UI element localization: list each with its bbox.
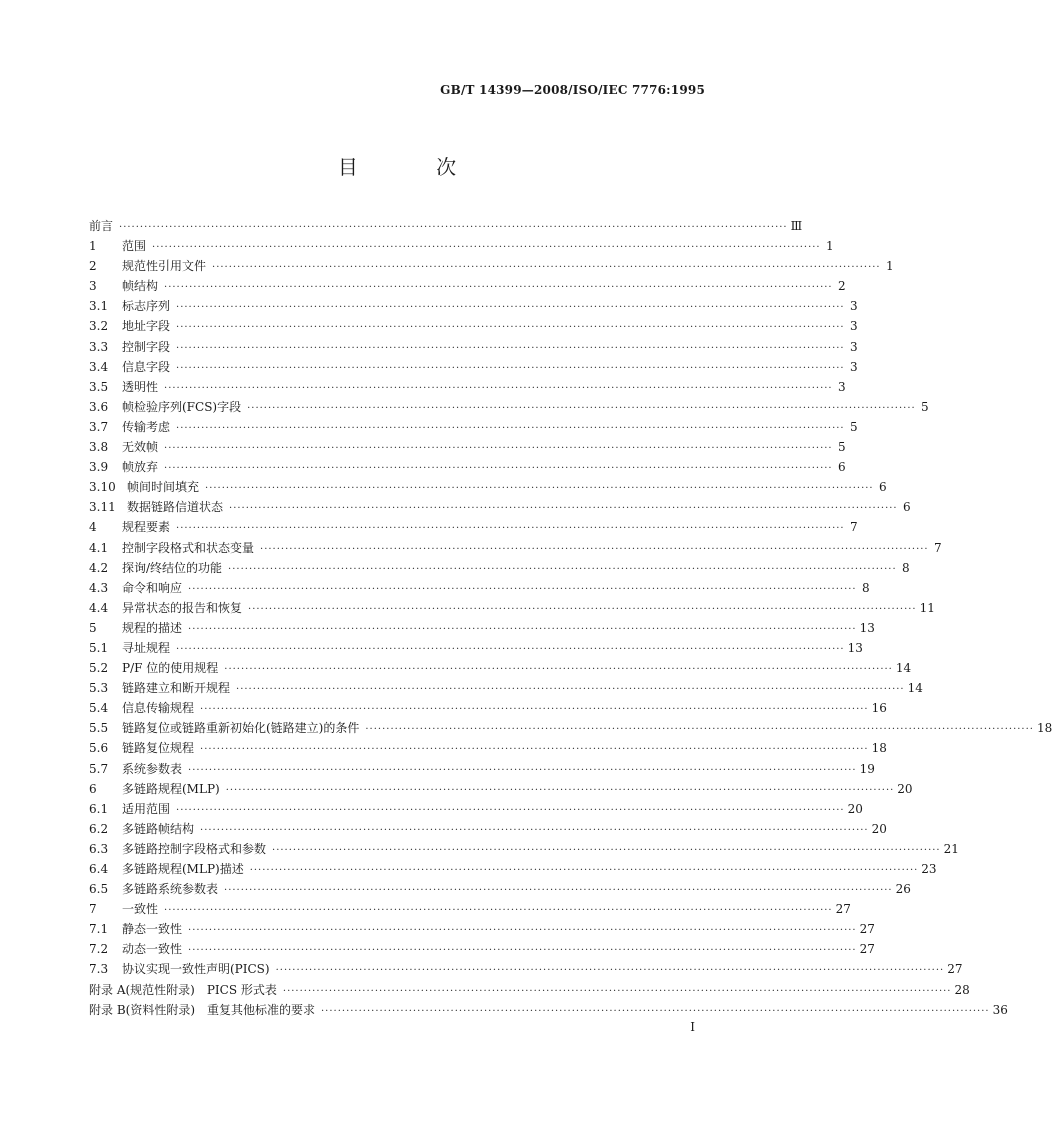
toc-entry-number: 6 bbox=[89, 781, 97, 796]
dot-leader bbox=[176, 519, 845, 539]
toc-entry-title: 规范性引用文件 bbox=[122, 259, 207, 274]
toc-entry-page: 8 bbox=[861, 580, 870, 595]
toc-entry-title: 多链路规程(MLP)描述 bbox=[122, 862, 244, 876]
toc-entry-number: 1 bbox=[89, 239, 97, 254]
dot-leader bbox=[119, 218, 788, 238]
toc-entry-page: 3 bbox=[837, 379, 846, 394]
toc-entry-number: 3.11 bbox=[89, 500, 116, 515]
toc-entry-page: 18 bbox=[871, 741, 887, 756]
toc-entry-title: 命令和响应 bbox=[122, 580, 183, 595]
toc-entry[interactable] bbox=[89, 759, 875, 779]
toc-entry-page: 6 bbox=[878, 480, 887, 495]
toc-entry-title: 静态一致性 bbox=[122, 922, 183, 937]
toc-entry-title: 前言 bbox=[89, 219, 114, 233]
toc-entry-number: 3 bbox=[89, 279, 97, 294]
toc-entry[interactable] bbox=[89, 276, 846, 296]
toc-entry-title: 多链路控制字段格式和参数 bbox=[122, 841, 267, 856]
dot-leader bbox=[176, 640, 845, 660]
dot-leader bbox=[248, 600, 917, 620]
toc-entry-number: 6.1 bbox=[89, 801, 109, 816]
toc-entry-number: 6.3 bbox=[89, 841, 109, 856]
toc-entry-title: 地址字段 bbox=[122, 319, 171, 334]
toc-entry-page: 13 bbox=[859, 620, 875, 635]
dot-leader bbox=[276, 961, 945, 981]
toc-entry[interactable] bbox=[89, 819, 887, 839]
toc-entry-title: 规程要素 bbox=[122, 520, 171, 535]
toc-entry[interactable] bbox=[89, 839, 959, 859]
toc-entry[interactable] bbox=[89, 638, 863, 658]
dot-leader bbox=[205, 479, 874, 499]
toc-entry[interactable] bbox=[89, 598, 935, 618]
toc-entry-number: 6.5 bbox=[89, 882, 109, 897]
toc-entry-number: 5.4 bbox=[89, 701, 109, 716]
toc-entry-number: 4.4 bbox=[89, 600, 109, 615]
toc-entry-page: 18 bbox=[1036, 721, 1052, 736]
dot-leader bbox=[200, 740, 869, 760]
dot-leader bbox=[164, 278, 833, 298]
dot-leader bbox=[250, 861, 919, 881]
toc-entry-number: 5 bbox=[89, 620, 97, 635]
toc-entry-title: 多链路系统参数表 bbox=[122, 882, 219, 897]
toc-entry-page: 3 bbox=[849, 359, 858, 374]
toc-entry-title: 控制字段格式和状态变量 bbox=[122, 540, 255, 555]
toc-entry-page: 26 bbox=[895, 882, 911, 897]
toc-entry-page: 27 bbox=[947, 962, 963, 977]
toc-entry[interactable] bbox=[89, 738, 887, 758]
toc-entry[interactable] bbox=[89, 980, 970, 1000]
toc-entry-title: 附录 B(资料性附录) 重复其他标准的要求 bbox=[89, 1002, 315, 1017]
toc-entry[interactable] bbox=[89, 919, 875, 939]
toc-entry[interactable] bbox=[89, 558, 910, 578]
toc-entry-page: 21 bbox=[943, 841, 959, 856]
dot-leader bbox=[321, 1002, 990, 1022]
dot-leader bbox=[176, 298, 845, 318]
toc-entry-page: 27 bbox=[835, 902, 851, 917]
toc-entry-page: 14 bbox=[895, 661, 912, 676]
toc-entry-number: 4 bbox=[89, 520, 97, 535]
toc-entry-page: 27 bbox=[859, 942, 875, 957]
toc-entry-title: 帧结构 bbox=[122, 279, 159, 294]
toc-entry-title: 链路复位或链路重新初始化(链路建立)的条件 bbox=[122, 721, 360, 736]
toc-entry-title: 规程的描述 bbox=[122, 620, 183, 635]
dot-leader bbox=[164, 439, 833, 459]
toc-entry-title: 控制字段 bbox=[122, 339, 171, 354]
toc-entry[interactable] bbox=[89, 457, 846, 477]
toc-entry-title: 帧放弃 bbox=[122, 460, 159, 475]
toc-entry[interactable] bbox=[89, 658, 912, 678]
toc-entry-page: 27 bbox=[859, 922, 875, 937]
toc-entry-number: 3.2 bbox=[89, 319, 109, 334]
toc-entry[interactable] bbox=[89, 216, 803, 236]
toc-entry-number: 7.1 bbox=[89, 922, 109, 937]
toc-entry-title: 异常状态的报告和恢复 bbox=[122, 600, 243, 615]
toc-entry[interactable] bbox=[89, 678, 923, 698]
dot-leader bbox=[200, 821, 869, 841]
dot-leader bbox=[188, 941, 857, 961]
dot-leader bbox=[164, 901, 833, 921]
toc-entry-title: 寻址规程 bbox=[122, 640, 171, 655]
toc-entry-number: 4.2 bbox=[89, 560, 109, 575]
toc-entry-number: 4.1 bbox=[89, 540, 109, 555]
dot-leader bbox=[176, 359, 845, 379]
toc-entry-page: 11 bbox=[919, 600, 935, 615]
toc-entry-number: 7.2 bbox=[89, 942, 109, 957]
toc-entry-page: 6 bbox=[837, 460, 846, 475]
toc-entry[interactable] bbox=[89, 698, 887, 718]
toc-entry-number: 3.6 bbox=[89, 399, 109, 414]
dot-leader bbox=[200, 700, 869, 720]
toc-entry-number: 5.1 bbox=[89, 640, 109, 655]
toc-entry[interactable] bbox=[89, 316, 858, 336]
dot-leader bbox=[224, 660, 893, 680]
page-title: 目 次 bbox=[337, 155, 493, 179]
toc-entry[interactable] bbox=[89, 618, 875, 638]
toc-entry-number: 7.3 bbox=[89, 962, 109, 977]
toc-entry[interactable] bbox=[89, 718, 1052, 738]
dot-leader bbox=[226, 781, 895, 801]
toc-entry-title: 多链路帧结构 bbox=[122, 821, 195, 836]
toc-entry-page: 5 bbox=[921, 399, 929, 414]
toc-entry-title: 附录 A(规范性附录) PICS 形式表 bbox=[89, 982, 277, 997]
toc-entry-number: 3.8 bbox=[89, 440, 109, 455]
toc-entry-title: 链路复位规程 bbox=[122, 741, 195, 756]
toc-entry[interactable] bbox=[89, 337, 858, 357]
toc-entry-title: 帧间时间填充 bbox=[127, 480, 200, 495]
toc-entry-number: 3.4 bbox=[89, 359, 109, 374]
toc-entry-number: 3.3 bbox=[89, 339, 109, 354]
toc-entry-page: 13 bbox=[847, 640, 863, 655]
toc-entry[interactable] bbox=[89, 256, 894, 276]
toc-entry[interactable] bbox=[89, 377, 846, 397]
toc-entry-title: 链路建立和断开规程 bbox=[122, 681, 231, 696]
toc-entry-number: 2 bbox=[89, 259, 97, 274]
toc-entry-page: 16 bbox=[871, 701, 887, 716]
toc-entry-page: 20 bbox=[897, 781, 913, 796]
standard-code: GB/T 14399—2008/ISO/IEC 7776:1995 bbox=[440, 83, 705, 97]
toc-entry-title: 探询/终结位的功能 bbox=[122, 560, 223, 575]
dot-leader bbox=[236, 680, 905, 700]
toc-entry[interactable] bbox=[89, 497, 911, 517]
toc-entry-title: 适用范围 bbox=[122, 801, 171, 816]
toc-entry-title: 一致性 bbox=[122, 902, 159, 917]
toc-entry[interactable] bbox=[89, 397, 929, 417]
dot-leader bbox=[283, 982, 952, 1002]
dot-leader bbox=[188, 580, 857, 600]
toc-entry[interactable] bbox=[89, 779, 913, 799]
toc-entry[interactable] bbox=[89, 879, 911, 899]
dot-leader bbox=[164, 459, 833, 479]
dot-leader bbox=[152, 238, 821, 258]
toc-entry-number: 3.1 bbox=[89, 299, 109, 314]
toc-entry-page: 3 bbox=[849, 339, 858, 354]
toc-entry-page: 28 bbox=[954, 982, 970, 997]
toc-entry-page: 36 bbox=[992, 1002, 1008, 1017]
toc-entry[interactable] bbox=[89, 959, 963, 979]
dot-leader bbox=[212, 258, 881, 278]
toc-entry-page: 5 bbox=[849, 419, 858, 434]
toc-entry-title: P/F 位的使用规程 bbox=[122, 661, 219, 676]
dot-leader bbox=[365, 720, 1034, 740]
toc-entry-page: 7 bbox=[933, 540, 942, 555]
page-number: I bbox=[690, 1020, 695, 1034]
toc-entry-title: 多链路规程(MLP) bbox=[122, 781, 220, 796]
toc-entry-number: 3.7 bbox=[89, 419, 109, 434]
toc-entry-page: 2 bbox=[837, 279, 846, 294]
toc-entry-page: 23 bbox=[921, 862, 937, 876]
toc-entry-title: 帧检验序列(FCS)字段 bbox=[122, 399, 242, 414]
toc-entry-title: 信息传输规程 bbox=[122, 701, 195, 716]
toc-entry[interactable] bbox=[89, 296, 858, 316]
toc-entry[interactable] bbox=[89, 899, 851, 919]
toc-entry-number: 5.6 bbox=[89, 741, 109, 756]
toc-entry-page: 5 bbox=[837, 440, 846, 455]
toc-entry-number: 6.2 bbox=[89, 821, 109, 836]
dot-leader bbox=[188, 761, 857, 781]
toc-entry-page: 1 bbox=[825, 239, 834, 254]
toc-entry-page: 8 bbox=[902, 560, 910, 575]
toc-entry-page: 1 bbox=[885, 259, 894, 274]
toc-entry[interactable] bbox=[89, 357, 858, 377]
toc-entry-number: 3.9 bbox=[89, 460, 109, 475]
toc-entry[interactable] bbox=[89, 236, 834, 256]
dot-leader bbox=[260, 540, 929, 560]
dot-leader bbox=[272, 841, 941, 861]
toc-entry[interactable] bbox=[89, 538, 942, 558]
dot-leader bbox=[247, 399, 916, 419]
toc-entry-title: 无效帧 bbox=[122, 440, 159, 455]
toc-entry-number: 5.2 bbox=[89, 661, 109, 676]
toc-entry[interactable] bbox=[89, 517, 858, 537]
toc-entry-number: 5.5 bbox=[89, 721, 109, 736]
toc-entry-number: 3.10 bbox=[89, 480, 116, 495]
dot-leader bbox=[224, 881, 893, 901]
dot-leader bbox=[188, 620, 857, 640]
dot-leader bbox=[164, 379, 833, 399]
toc-entry[interactable] bbox=[89, 1000, 1008, 1020]
toc-entry[interactable] bbox=[89, 859, 937, 879]
dot-leader bbox=[176, 339, 845, 359]
toc-entry-title: 数据链路信道状态 bbox=[127, 500, 224, 515]
table-of-contents bbox=[89, 216, 1052, 1020]
toc-entry[interactable] bbox=[89, 437, 846, 457]
toc-entry[interactable] bbox=[89, 477, 887, 497]
toc-entry-page: 3 bbox=[849, 319, 858, 334]
toc-entry-title: 系统参数表 bbox=[122, 761, 183, 776]
toc-entry-number: 5.3 bbox=[89, 681, 109, 696]
dot-leader bbox=[188, 921, 857, 941]
toc-entry-title: 标志序列 bbox=[122, 299, 171, 314]
toc-entry-title: 透明性 bbox=[122, 379, 159, 394]
toc-entry-title: 信息字段 bbox=[122, 359, 171, 374]
toc-entry-page: Ⅲ bbox=[790, 219, 803, 233]
toc-entry-page: 20 bbox=[847, 801, 863, 816]
toc-entry-title: 范围 bbox=[122, 239, 147, 254]
toc-entry-number: 7 bbox=[89, 902, 97, 917]
toc-entry-title: 传输考虑 bbox=[122, 419, 171, 434]
dot-leader bbox=[228, 560, 897, 580]
toc-entry[interactable] bbox=[89, 578, 870, 598]
toc-entry-number: 6.4 bbox=[89, 862, 109, 876]
dot-leader bbox=[176, 318, 845, 338]
toc-entry-page: 6 bbox=[902, 500, 911, 515]
dot-leader bbox=[229, 499, 898, 519]
toc-entry[interactable] bbox=[89, 939, 875, 959]
toc-entry[interactable] bbox=[89, 417, 858, 437]
toc-entry-number: 5.7 bbox=[89, 761, 109, 776]
toc-entry-page: 20 bbox=[871, 821, 887, 836]
dot-leader bbox=[176, 801, 845, 821]
toc-entry-title: 动态一致性 bbox=[122, 942, 183, 957]
toc-entry-page: 14 bbox=[907, 681, 923, 696]
toc-entry-number: 4.3 bbox=[89, 580, 109, 595]
toc-entry-number: 3.5 bbox=[89, 379, 109, 394]
toc-entry-title: 协议实现一致性声明(PICS) bbox=[122, 962, 270, 977]
toc-entry[interactable] bbox=[89, 799, 863, 819]
toc-entry-page: 19 bbox=[859, 761, 875, 776]
toc-entry-page: 7 bbox=[849, 520, 858, 535]
dot-leader bbox=[176, 419, 845, 439]
toc-entry-page: 3 bbox=[849, 299, 858, 314]
